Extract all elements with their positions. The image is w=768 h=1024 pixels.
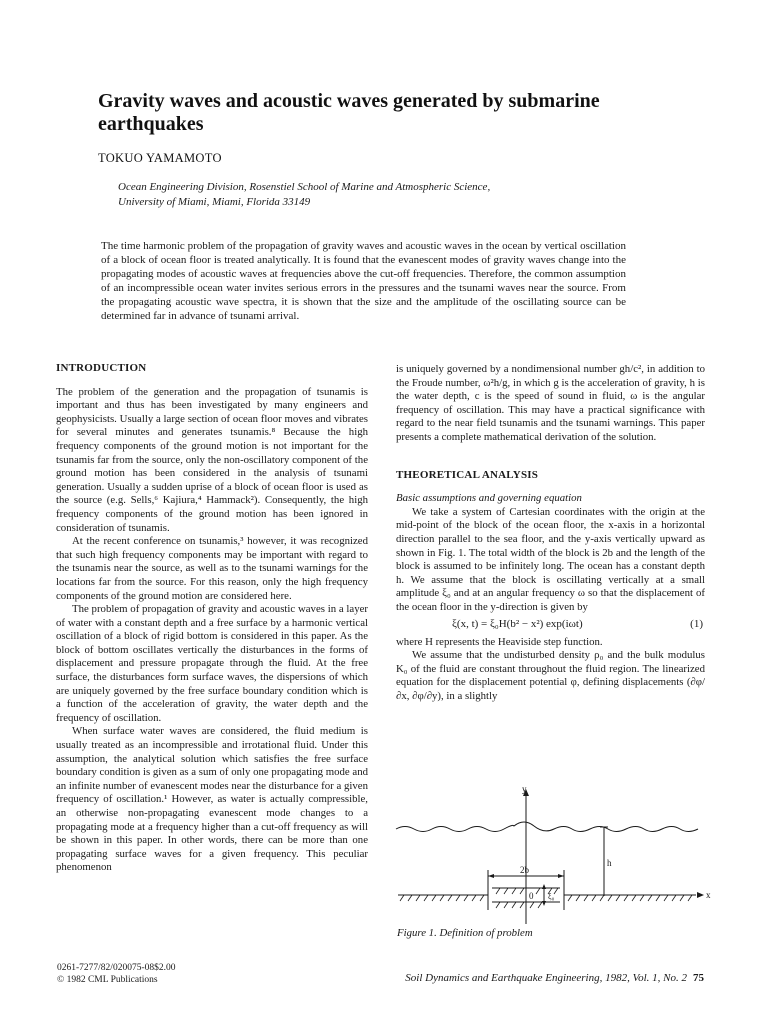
- copyright: © 1982 CML Publications: [57, 975, 158, 985]
- floor-hatch-left: [400, 895, 484, 901]
- water-surface-wave: [396, 822, 698, 832]
- x-axis-label: x: [706, 890, 711, 900]
- paragraph: where H represents the Heaviside step function.: [396, 635, 603, 648]
- footer-left: [57, 962, 175, 986]
- paragraph: When surface water waves are considered, the fluid medium is usually treated as an incompressible and irrotational fluid. Under this assumption, the analytical solution which satisfies the free surface boundary condition is given as a sum of only one propagating mode and an infinite number of evanescent modes near the disturbance for a given frequency of oscillation.¹ However, as water is actually compressible, an otherwise non-propagating evanescent mode changes to a propagating mode at a frequency higher than a cut-off frequency as will be shown in this paper. In other words, there can be more than one propagating surface waves for a given frequency. This peculiar phenomenon: [56, 725, 368, 874]
- affiliation-line: Ocean Engineering Division, Rosenstiel School of Marine and Atmospheric Science,: [118, 181, 491, 193]
- paragraph: The problem of propagation of gravity and acoustic waves in a layer of water with a constant depth and a free surface by a harmonic vertical oscillation of a block of rigid bottom is considered in this paper. As the block of bottom oscillates vertically the disturbances in the forms of displacement and pressure propagate through the fluid. At the free surface, the disturbances form surface waves, the dispersions of which are uniquely governed by the free surface boundary condition which is a function of the acceleration of gravity, the water depth and the frequency of oscillation.: [56, 603, 368, 724]
- block-hatch-bottom: [496, 902, 542, 908]
- amplitude-label: ξ₀: [548, 892, 555, 901]
- section-heading-introduction: INTRODUCTION: [56, 362, 147, 374]
- equation-expression: ξ(x, t) = ξ₀H(b² − x²) exp(iωt): [452, 617, 583, 630]
- right-column: [396, 363, 705, 703]
- depth-label: h: [607, 858, 612, 868]
- abstract: The time harmonic problem of the propagation of gravity waves and acoustic waves in the ocean by vertical oscillation of a block of ocean floor is treated analytically. It is found that the evanescent modes of gravity waves change into the propagating modes of acoustic waves at frequencies above the cut-off frequencies. Therefore, the common assumption of an incompressible ocean water invites serious errors in the pressures and the tsunami waves near the source. From the propagating acoustic wave spectra, it is shown that the size and the amplitude of the oscillating source can be determined far in advance of tsunami arrival.: [101, 240, 626, 323]
- origin-label: 0: [529, 891, 534, 901]
- article-code: 0261-7277/82/020075-08$2.00: [57, 963, 176, 973]
- width-arrow-right: [558, 874, 564, 878]
- equation-number: (1): [690, 617, 703, 630]
- paragraph: is uniquely governed by a nondimensional number gh/c², in addition to the Froude number, ω²h/g, in which g is the acceleration of gravity, h is the water depth, c is the speed of sound in fluid, ω is the angular frequency of oscillation. This may have a practical significance with regard to the near field tsunamis and the tsunami warnings. This paper presents a complete mathematical derivation of the solution.: [396, 363, 705, 443]
- figure-1-diagram: [392, 786, 712, 926]
- paragraph: We assume that the undisturbed density ρ₀ and the bulk modulus K₀ of the fluid are constant throughout the fluid region. The linearized equation for the displacement potential φ, defining displacements (∂φ/∂x, ∂φ/∂y), in a slightly: [396, 649, 705, 702]
- width-arrow-left: [488, 874, 494, 878]
- paragraph: At the recent conference on tsunamis,³ however, it was recognized that such high frequency components may be important with regard to the tsunamis near the source, as well as to the tsunami warnings for the locations far from the source. For this reason, only the high frequency components of the ground motion are considered here.: [56, 535, 368, 602]
- paragraph: We take a system of Cartesian coordinates with the origin at the mid-point of the block of the ocean floor, the x-axis in a horizontal direction parallel to the sea floor, and the y-axis vertically upward as shown in Fig. 1. The total width of the block is 2b and the length of the block is assumed to be infinitely long. The ocean has a constant depth h. We assume that the block is oscillating vertically at a small amplitude ξ₀ and at an angular frequency ω so that the displacement of the ocean floor in the y-direction is given by: [396, 505, 705, 613]
- left-column: [56, 362, 368, 875]
- journal-reference: Soil Dynamics and Earthquake Engineering, 1982, Vol. 1, No. 2: [405, 972, 687, 984]
- affiliation-line: University of Miami, Miami, Florida 33149: [118, 196, 311, 208]
- section-heading-theoretical-analysis: THEORETICAL ANALYSIS: [396, 468, 539, 481]
- affiliation: [118, 180, 638, 210]
- paragraph: The problem of the generation and the propagation of tsunamis is important and thus has been investigated by many engineers and geophysicists. Usually a large section of ocean floor moves and vibrates for several minutes and generates tsunamis.⁸ Because the high frequency components of the ground motion is not important for the tsunamis far from the source, only the non-oscillatory component of the ground motion has been considered in the analysis of tsunami generation. Usually a sudden uprise of a block of ocean floor is used as the source (e.g. Sells,⁶ Kajiura,⁴ Hammack²). Consequently, the high frequency components of the ground motion has been ignored in consideration of tsunamis.: [56, 385, 368, 534]
- author-name: TOKUO YAMAMOTO: [98, 151, 222, 165]
- equation-1: [396, 618, 705, 633]
- floor-hatch-right: [568, 895, 692, 901]
- paper-title: Gravity waves and acoustic waves generated by submarine earthquakes: [98, 90, 600, 135]
- x-axis-arrow: [697, 892, 704, 898]
- width-label: 2b: [520, 865, 529, 875]
- subsection-heading: Basic assumptions and governing equation: [396, 492, 582, 505]
- y-axis-label: y: [522, 786, 527, 794]
- page-number: 75: [693, 972, 704, 984]
- figure-caption: Figure 1. Definition of problem: [397, 927, 533, 939]
- amplitude-arrow-down: [542, 901, 546, 906]
- amplitude-arrow-up: [542, 884, 546, 889]
- footer-right: [344, 972, 704, 984]
